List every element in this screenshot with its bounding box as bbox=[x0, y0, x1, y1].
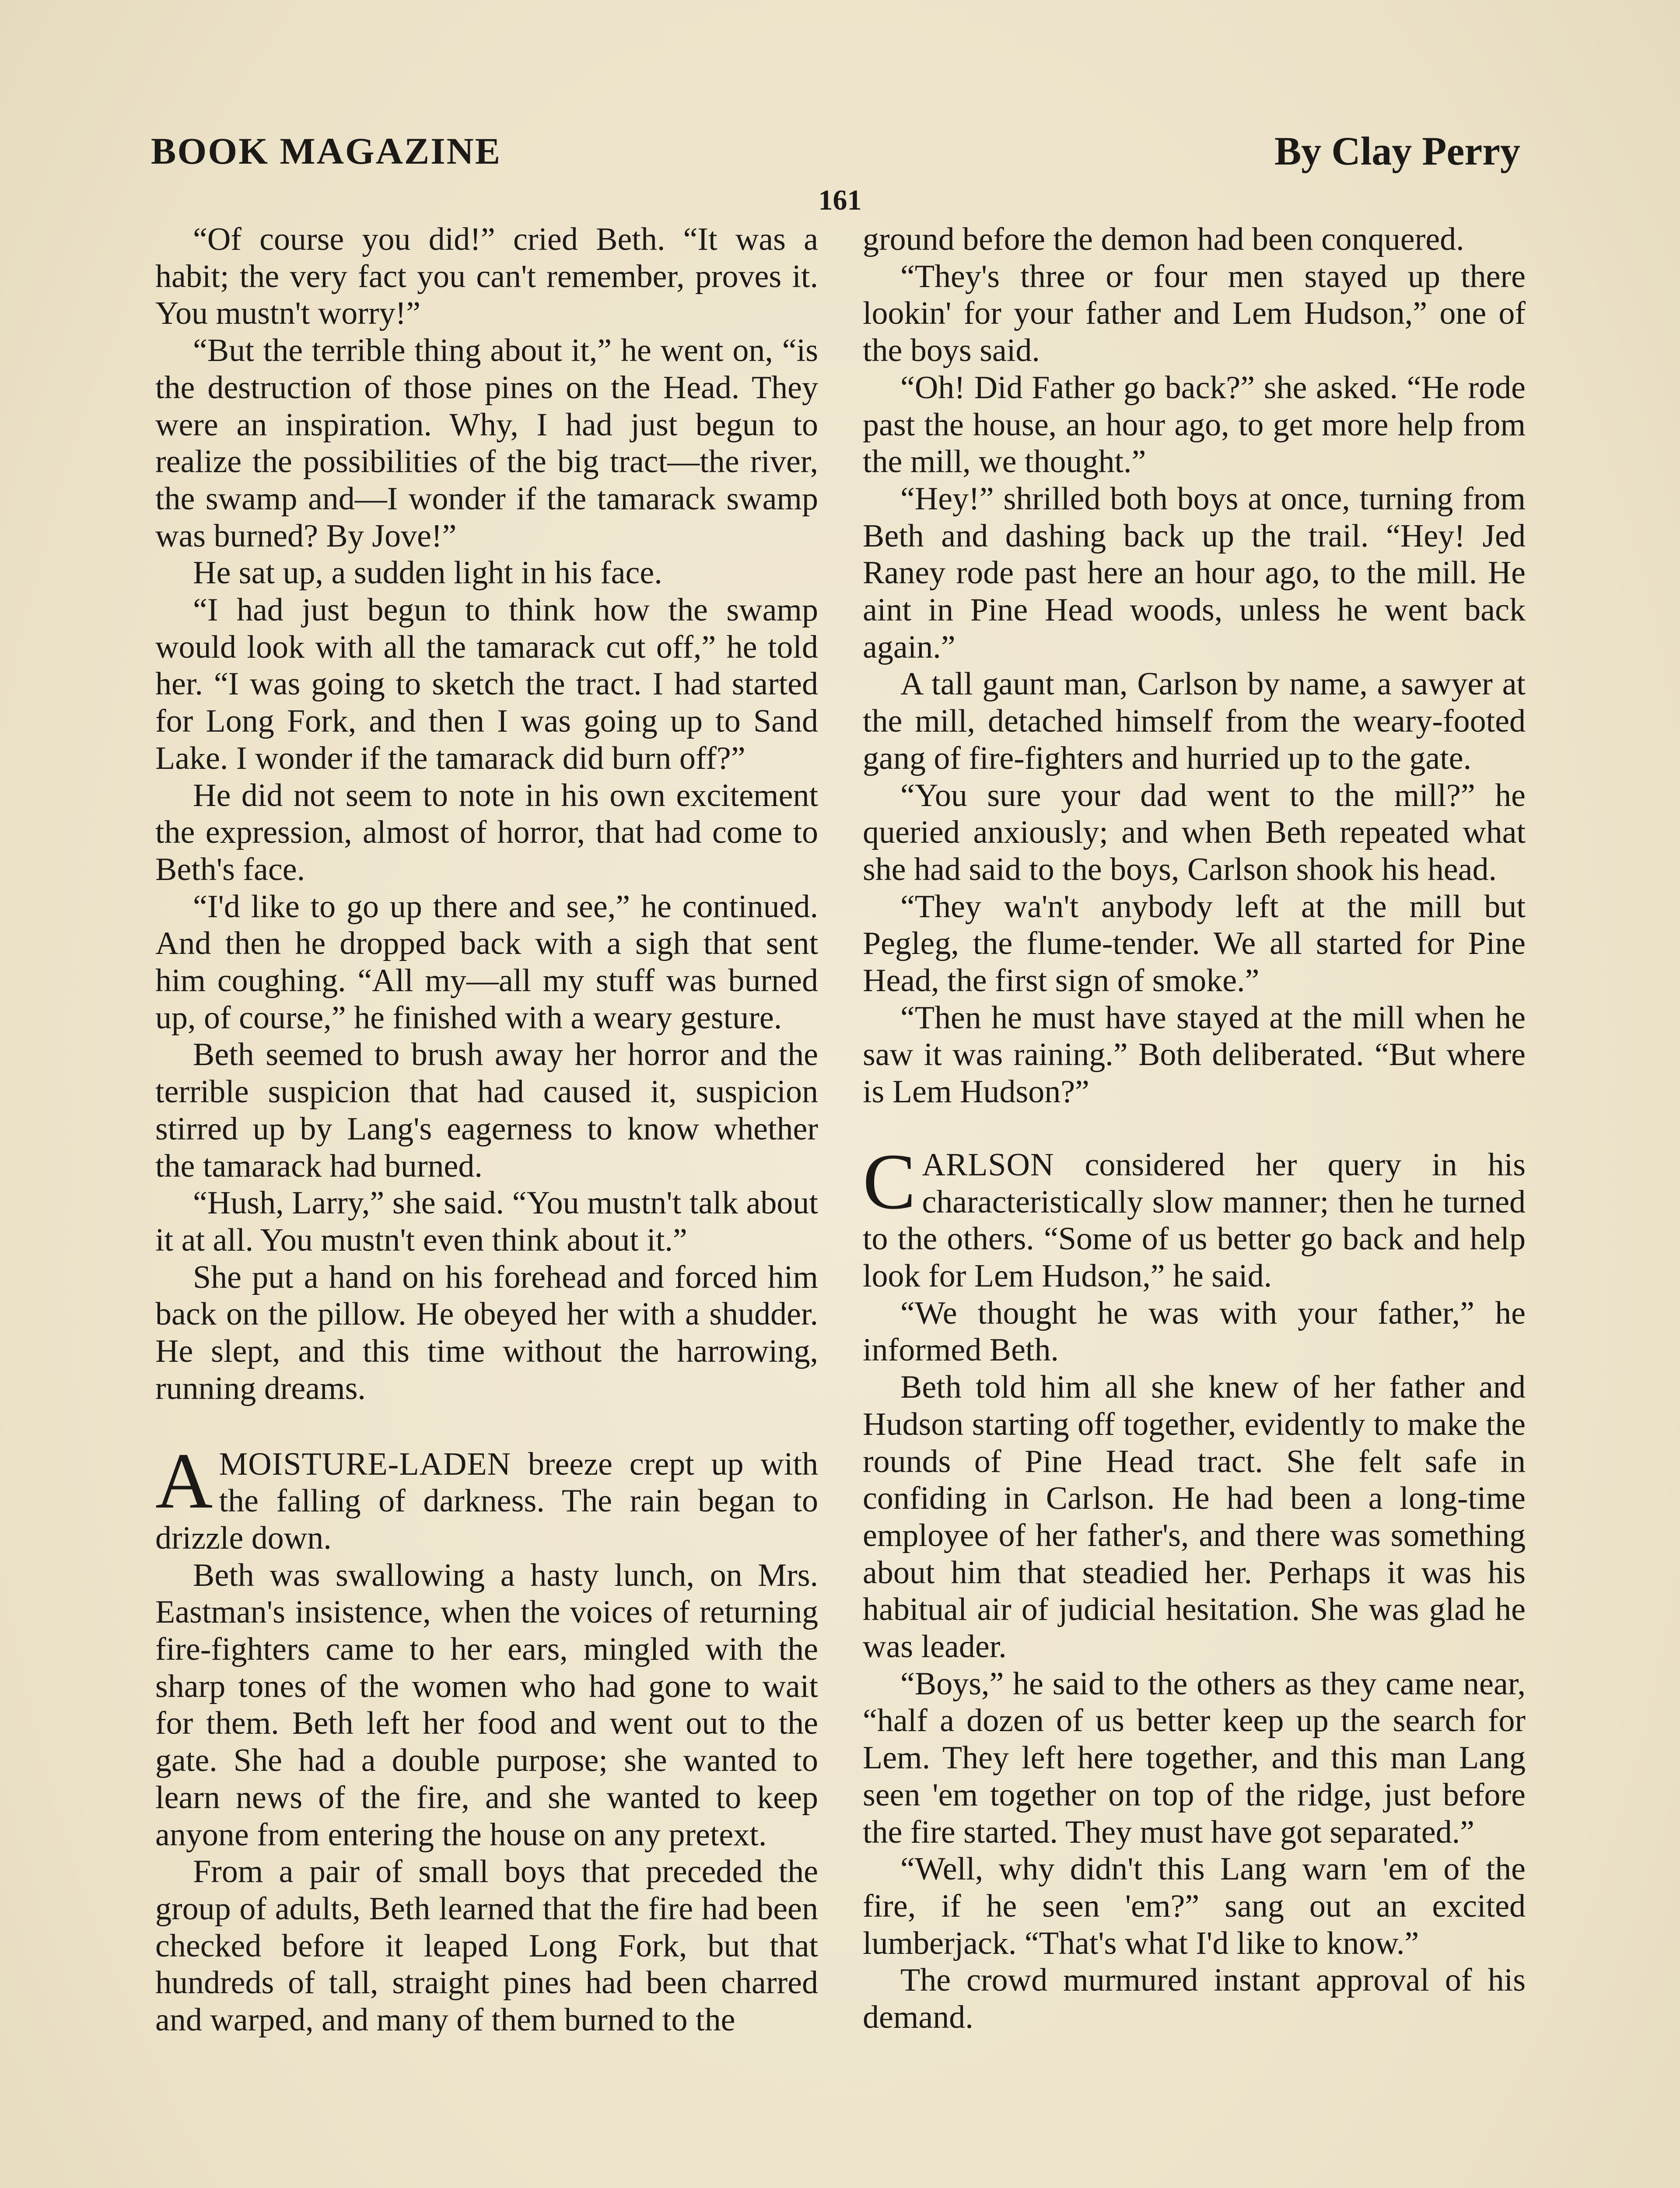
paragraph: “You sure your dad went to the mill?” he queried anxiously; and when Beth repeated what she had said to the boys, Carlson shook his head. bbox=[863, 777, 1526, 887]
paragraph: He did not seem to note in his own excitement the expression, almost of horror, that had come to Beth's face. bbox=[155, 777, 818, 887]
paragraph: “Well, why didn't this Lang warn 'em of the fire, if he seen 'em?” sang out an excited lumberjack. “That's what I'd like to know.” bbox=[863, 1851, 1526, 1961]
paragraph: From a pair of small boys that preceded the group of adults, Beth learned that the fire had been checked before it leaped Long Fork, but that hundreds of tall, straight pines had been charred and warped, and many of them burned to the bbox=[155, 1854, 818, 2038]
small-caps-lead: ARLSON bbox=[922, 1147, 1054, 1183]
paragraph: “I'd like to go up there and see,” he continued. And then he dropped back with a sigh that sent him coughing. “All my—all my stuff was burned up, of course,” he finished with a weary gesture. bbox=[155, 888, 818, 1036]
paragraph: “Hush, Larry,” she said. “You mustn't talk about it at all. You mustn't even think about it.” bbox=[155, 1185, 818, 1258]
paragraph: “But the terrible thing about it,” he went on, “is the destruction of those pines on the Head. They were an inspiration. Why, I had just begun to realize the possibilities of the big tract—the river, the swamp and—I wonder if the tamarack swamp was burned? By Jove!” bbox=[155, 333, 818, 554]
author-byline: By Clay Perry bbox=[1274, 129, 1520, 173]
paragraph: Beth seemed to brush away her horror and the terrible suspicion that had caused it, suspicion stirred up by Lang's eagerness to know whether the tamarack had burned. bbox=[155, 1037, 818, 1184]
paragraph-text: breeze crept up with the falling of darkness. The rain began to drizzle down. bbox=[155, 1446, 818, 1556]
drop-cap: C bbox=[863, 1137, 916, 1226]
section-opening-paragraph bbox=[863, 1137, 1526, 1295]
paragraph: “Of course you did!” cried Beth. “It was a habit; the very fact you can't remember, proves it. You mustn't worry!” bbox=[155, 221, 818, 332]
continued-paragraph: ground before the demon had been conquered. bbox=[863, 221, 1464, 257]
paragraph: “We thought he was with your father,” he informed Beth. bbox=[863, 1295, 1526, 1368]
section-opening-paragraph bbox=[155, 1437, 818, 1557]
paragraph: “Then he must have stayed at the mill when he saw it was raining.” Both deliberated. “But where is Lem Hudson?” bbox=[863, 999, 1526, 1110]
paragraph: A tall gaunt man, Carlson by name, a sawyer at the mill, detached himself from the weary-footed gang of fire-fighters and hurried up to the gate. bbox=[863, 666, 1526, 776]
paragraph: He sat up, a sudden light in his face. bbox=[193, 555, 662, 591]
paragraph: Beth was swallowing a hasty lunch, on Mrs. Eastman's insistence, when the voices of returning fire-fighters came to her ears, mingled with the sharp tones of the women who had gone to wait for them. Beth left her food and went out to the gate. She had a double purpose; she wanted to learn news of the fire, and she wanted to keep anyone from entering the house on any pretext. bbox=[155, 1557, 818, 1853]
paragraph: “I had just begun to think how the swamp would look with all the tamarack cut off,” he told her. “I was going to sketch the tract. I had started for Long Fork, and then I was going up to Sand Lake. I wonder if the tamarack did burn off?” bbox=[155, 592, 818, 776]
paragraph: She put a hand on his forehead and forced him back on the pillow. He obeyed her with a shudder. He slept, and this time without the harrowing, running dreams. bbox=[155, 1259, 818, 1406]
paragraph: Beth told him all she knew of her father and Hudson starting off together, evidently to make the rounds of Pine Head tract. She felt safe in confiding in Carlson. He had been a long-time employee of her father's, and there was something about him that steadied her. Perhaps it was his habitual air of judicial hesitation. She was glad he was leader. bbox=[863, 1369, 1526, 1665]
paragraph-text: considered her query in his characteristically slow manner; then he turned to the others. “Some of us better go back and help look for Lem Hudson,” he said. bbox=[863, 1147, 1526, 1294]
paragraph: “They wa'n't anybody left at the mill but Pegleg, the flume-tender. We all started for Pine Head, the first sign of smoke.” bbox=[863, 888, 1526, 999]
right-column bbox=[863, 221, 1526, 2036]
paragraph: “Hey!” shrilled both boys at once, turning from Beth and dashing back up the trail. “Hey! Jed Raney rode past here an hour ago, to the mill. He aint in Pine Head woods, unless he went back again.” bbox=[863, 480, 1526, 665]
drop-cap: A bbox=[155, 1437, 213, 1525]
left-column bbox=[155, 221, 818, 2039]
page-number: 161 bbox=[818, 184, 862, 216]
paragraph: The crowd murmured instant approval of his demand. bbox=[863, 1962, 1526, 2036]
magazine-title: BOOK MAGAZINE bbox=[151, 130, 502, 172]
paragraph: “They's three or four men stayed up there lookin' for your father and Lem Hudson,” one of the boys said. bbox=[863, 258, 1526, 369]
paragraph: “Oh! Did Father go back?” she asked. “He rode past the house, an hour ago, to get more help from the mill, we thought.” bbox=[863, 369, 1526, 480]
small-caps-lead: MOISTURE-LADEN bbox=[219, 1446, 511, 1482]
paragraph: “Boys,” he said to the others as they came near, “half a dozen of us better keep up the search for Lem. They left here together, and this man Lang seen 'em together on top of the ridge, just before the fire started. They must have got separated.” bbox=[863, 1666, 1526, 1850]
